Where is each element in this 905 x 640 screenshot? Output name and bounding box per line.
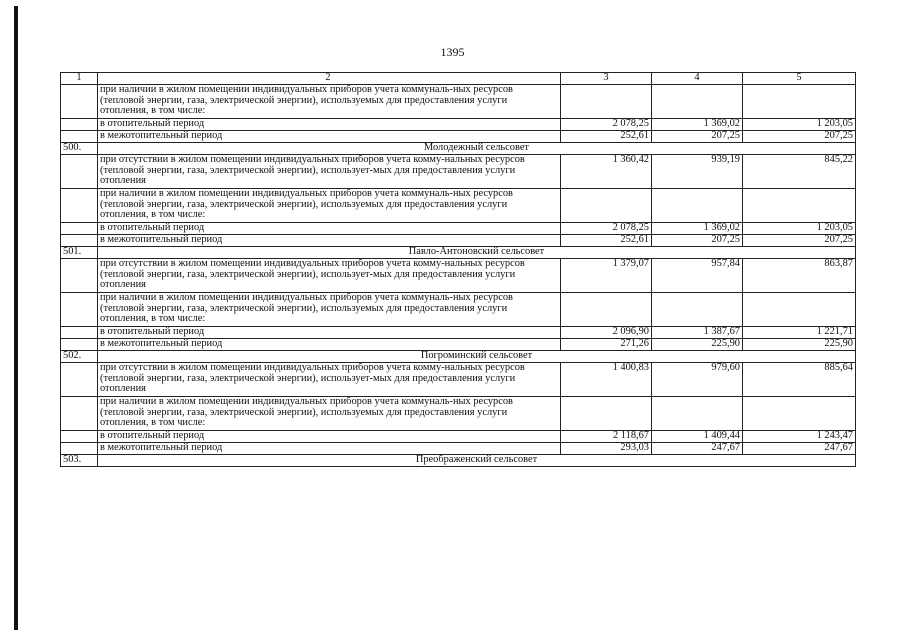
value-col-5: 1 243,47: [743, 430, 856, 442]
section-row: [61, 350, 856, 362]
section-row: [61, 454, 856, 466]
row-number: [61, 188, 98, 222]
row-description: в межотопительный период: [98, 234, 561, 246]
table-row: [61, 430, 856, 442]
row-description: при наличии в жилом помещении индивидуальных приборов учета коммуналь-ных ресурсов (тепловой энергии, газа, электрической энергии), используемых для предоставления услуги отопления, в том числе:: [98, 188, 561, 222]
tariff-table: [60, 72, 856, 467]
value-col-4: 247,67: [652, 442, 743, 454]
row-number: [61, 222, 98, 234]
value-col-3: 252,61: [561, 234, 652, 246]
value-col-3: 1 400,83: [561, 362, 652, 396]
section-number: 500.: [61, 142, 98, 154]
row-number: [61, 292, 98, 326]
row-number: [61, 396, 98, 430]
value-col-4: 957,84: [652, 258, 743, 292]
value-col-4: 939,19: [652, 154, 743, 188]
value-col-5: 885,64: [743, 362, 856, 396]
header-col-2: 2: [98, 73, 561, 85]
row-number: [61, 118, 98, 130]
row-number: [61, 234, 98, 246]
row-description: в отопительный период: [98, 326, 561, 338]
table-row: [61, 234, 856, 246]
value-col-3: 271,26: [561, 338, 652, 350]
table-row: [61, 442, 856, 454]
section-name: Погроминский сельсовет: [98, 350, 856, 362]
row-number: [61, 430, 98, 442]
table-row: [61, 258, 856, 292]
value-col-5: 225,90: [743, 338, 856, 350]
page-number: 1395: [440, 45, 465, 59]
row-description: в межотопительный период: [98, 130, 561, 142]
value-col-4: 1 387,67: [652, 326, 743, 338]
section-number: 502.: [61, 350, 98, 362]
row-number: [61, 326, 98, 338]
value-col-3: 1 360,42: [561, 154, 652, 188]
value-col-5: [743, 84, 856, 118]
table-row: [61, 338, 856, 350]
value-col-5: [743, 292, 856, 326]
value-col-4: [652, 84, 743, 118]
value-col-5: 247,67: [743, 442, 856, 454]
value-col-5: [743, 188, 856, 222]
section-name: Молодежный сельсовет: [98, 142, 856, 154]
section-name: Преображенский сельсовет: [98, 454, 856, 466]
value-col-3: [561, 396, 652, 430]
table-row: [61, 222, 856, 234]
section-row: [61, 142, 856, 154]
value-col-4: 1 369,02: [652, 118, 743, 130]
row-description: при наличии в жилом помещении индивидуальных приборов учета коммуналь-ных ресурсов (тепловой энергии, газа, электрической энергии), используемых для предоставления услуги отопления, в том числе:: [98, 396, 561, 430]
row-number: [61, 338, 98, 350]
value-col-4: 207,25: [652, 130, 743, 142]
value-col-5: 1 203,05: [743, 222, 856, 234]
value-col-3: 252,61: [561, 130, 652, 142]
header-col-4: 4: [652, 73, 743, 85]
row-number: [61, 442, 98, 454]
value-col-3: 2 096,90: [561, 326, 652, 338]
table-row: [61, 154, 856, 188]
value-col-3: [561, 188, 652, 222]
table-row: [61, 362, 856, 396]
value-col-3: 2 078,25: [561, 222, 652, 234]
row-description: при отсутствии в жилом помещении индивидуальных приборов учета комму-нальных ресурсов (тепловой энергии, газа, электрической энергии), использует-мых для предоставления услуги отопления: [98, 258, 561, 292]
row-description: при наличии в жилом помещении индивидуальных приборов учета коммуналь-ных ресурсов (тепловой энергии, газа, электрической энергии), используемых для предоставления услуги отопления, в том числе:: [98, 292, 561, 326]
header-col-3: 3: [561, 73, 652, 85]
value-col-3: 1 379,07: [561, 258, 652, 292]
row-description: при наличии в жилом помещении индивидуальных приборов учета коммуналь-ных ресурсов (тепловой энергии, газа, электрической энергии), используемых для предоставления услуги отопления, в том числе:: [98, 84, 561, 118]
row-number: [61, 84, 98, 118]
row-number: [61, 130, 98, 142]
table-row: [61, 396, 856, 430]
value-col-5: [743, 396, 856, 430]
value-col-3: 2 118,67: [561, 430, 652, 442]
value-col-3: [561, 84, 652, 118]
value-col-5: 863,87: [743, 258, 856, 292]
value-col-4: 225,90: [652, 338, 743, 350]
header-col-1: 1: [61, 73, 98, 85]
value-col-4: [652, 292, 743, 326]
row-number: [61, 154, 98, 188]
value-col-4: 1 409,44: [652, 430, 743, 442]
section-row: [61, 246, 856, 258]
table-row: [61, 130, 856, 142]
table-header-row: [61, 73, 856, 85]
row-number: [61, 362, 98, 396]
row-description: в отопительный период: [98, 118, 561, 130]
value-col-4: 1 369,02: [652, 222, 743, 234]
row-description: при отсутствии в жилом помещении индивидуальных приборов учета комму-нальных ресурсов (тепловой энергии, газа, электрической энергии), использует-мых для предоставления услуги отопления: [98, 154, 561, 188]
value-col-3: [561, 292, 652, 326]
table-row: [61, 326, 856, 338]
value-col-4: [652, 188, 743, 222]
value-col-3: 293,03: [561, 442, 652, 454]
section-number: 501.: [61, 246, 98, 258]
value-col-3: 2 078,25: [561, 118, 652, 130]
table-row: [61, 118, 856, 130]
row-number: [61, 258, 98, 292]
value-col-5: 1 221,71: [743, 326, 856, 338]
header-col-5: 5: [743, 73, 856, 85]
value-col-5: 845,22: [743, 154, 856, 188]
value-col-4: [652, 396, 743, 430]
row-description: в межотопительный период: [98, 338, 561, 350]
value-col-5: 1 203,05: [743, 118, 856, 130]
value-col-5: 207,25: [743, 130, 856, 142]
value-col-5: 207,25: [743, 234, 856, 246]
scan-edge-bar: [14, 6, 18, 630]
table-row: [61, 84, 856, 118]
value-col-4: 207,25: [652, 234, 743, 246]
row-description: в отопительный период: [98, 430, 561, 442]
table-row: [61, 292, 856, 326]
row-description: при отсутствии в жилом помещении индивидуальных приборов учета комму-нальных ресурсов (тепловой энергии, газа, электрической энергии), использует-мых для предоставления услуги отопления: [98, 362, 561, 396]
section-name: Павло-Антоновский сельсовет: [98, 246, 856, 258]
value-col-4: 979,60: [652, 362, 743, 396]
row-description: в межотопительный период: [98, 442, 561, 454]
table-row: [61, 188, 856, 222]
section-number: 503.: [61, 454, 98, 466]
row-description: в отопительный период: [98, 222, 561, 234]
